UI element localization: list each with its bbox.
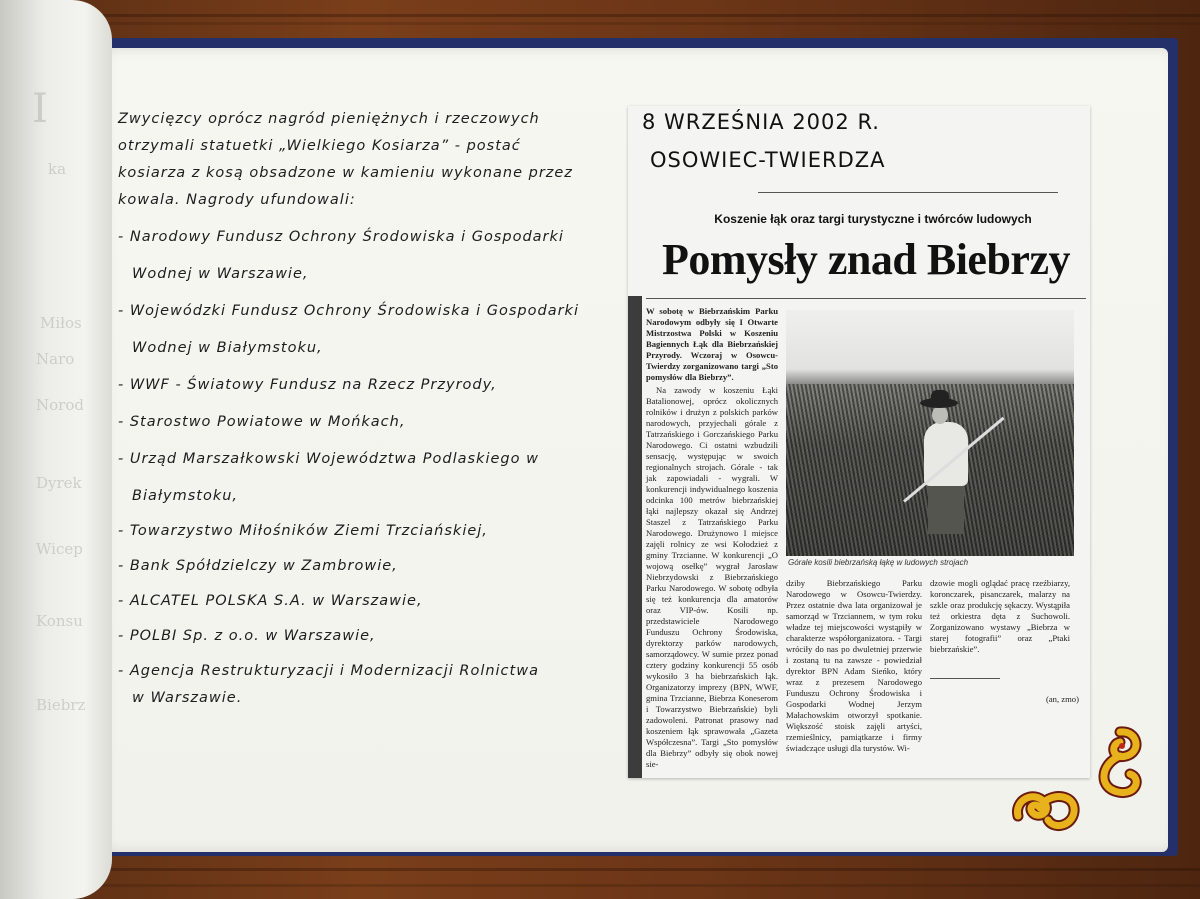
handwritten-place: OSOWIEC-TWIERDZA <box>650 148 886 172</box>
handwritten-line: w Warszawie. <box>132 690 243 706</box>
left-page-edge: I ka Miłos Naro Norod Dyrek Wicep Konsu Biebrz <box>0 0 112 899</box>
handwritten-line: - POLBI Sp. z o.o. w Warszawie, <box>118 628 376 644</box>
handwritten-line: - Bank Spółdzielczy w Zambrowie, <box>118 558 398 574</box>
newspaper-clipping <box>628 106 1090 778</box>
handwritten-line: - Urząd Marszałkowski Województwa Podlaskiego w <box>118 451 539 467</box>
article-body: dzowie mogli oglądać pracę rzeźbiarzy, koronczarek, pisanczarek, malarzy na szkle oraz produkcję sękaczy. Wystąpiła też orkiestra dęta z Suchowoli. Zorganizowano wystawy „Biebrza w starej fotografii” oraz „Ptaki biebrzańskie”. <box>930 578 1070 654</box>
article-photo <box>786 310 1074 556</box>
photo-caption: Górale kosili biebrzańską łąkę w ludowych strojach <box>788 558 969 567</box>
handwritten-line: - Wojewódzki Fundusz Ochrony Środowiska i Gospodarki <box>118 303 579 319</box>
rule <box>930 678 1000 679</box>
handwritten-line: - Towarzystwo Miłośników Ziemi Trzciańskiej, <box>118 523 488 539</box>
swirl-sticker-icon <box>1092 724 1148 800</box>
handwritten-line: Wodnej w Białymstoku, <box>132 340 323 356</box>
handwritten-line: - Agencja Restrukturyzacji i Modernizacji Rolnictwa <box>118 663 539 679</box>
handwritten-line: Wodnej w Warszawie, <box>132 266 309 282</box>
rule <box>646 298 1086 299</box>
article-signoff: (an, zmo) <box>1046 694 1079 704</box>
article-column-1 <box>646 306 778 772</box>
swirl-sticker-icon <box>1010 786 1084 834</box>
article-column-3 <box>930 578 1070 657</box>
handwritten-line: - ALCATEL POLSKA S.A. w Warszawie, <box>118 593 423 609</box>
handwritten-line: kowala. Nagrody ufundowali: <box>118 192 356 208</box>
article-lead: W sobotę w Biebrzańskim Parku Narodowym odbyły się I Otwarte Mistrzostwa Polski w Koszeniu Bagiennych Łąk dla Biebrzańskiej Przyrody. Wczoraj w Osowcu-Twierdzy zorganizowano targi „Sto pomysłów dla Biebrzy”. <box>646 306 778 382</box>
article-body: Na zawody w koszeniu Łąki Batalionowej, oprócz okolicznych rolników i drużyn z polskich parków narodowych, przyjechali górale z Tatrzańskiego i Gorczańskiego Parku Narodowego. Ci ostatni wzbudzili sensację, występując w swoich regionalnych strojach. Górale - tak jak zapowiadali - wygrali. W konkurencji indywidualnego koszenia odcinka 100 metrów biebrzańskiej łąki najlepszy okazał się Andrzej Staszel z Tatrzańskiego Parku Narodowego. Drużynowo I miejsce zajęli rolnicy ze wsi Kołodzież z gminy Trzcianne. W konkurencji „O wojową osełkę” wygrał Jarosław Niebrzydowski z Biebrzańskiego Parku Narodowego. W sobotę odbyła się też konkurencja dla amatorów oraz VIP-ów. Kosili np. przedstawiciele Narodowego Funduszu Ochrony Środowiska, dyrektorzy parków narodowych, samorządowcy. W sumie przez ponad cztery godziny konkurencji 55 osób wykosiło 3 ha biebrzańskich łąk. Organizatorzy imprezy (BPN, WWF, gmina Trzcianne, Biebrza Koneserom i Towarzystwo Biebrzańskie) byli zadowoleni. Patronat prasowy nad koszeniem łąk sprawowała „Gazeta Współczesna”. Targi „Sto pomysłów dla Biebrzy” odbyły się obok nowej sie- <box>646 385 778 769</box>
handwritten-line: kosiarza z kosą obsadzone w kamieniu wykonane przez <box>118 165 573 181</box>
clipping-shadow-strip <box>628 296 642 778</box>
handwritten-line: otrzymali statuetki „Wielkiego Kosiarza” - postać <box>118 138 521 154</box>
article-column-2 <box>786 578 922 756</box>
handwritten-line: Białymstoku, <box>132 488 239 504</box>
handwritten-line: - WWF - Światowy Fundusz na Rzecz Przyrody, <box>118 377 497 393</box>
article-kicker: Koszenie łąk oraz targi turystyczne i twórców ludowych <box>714 212 1032 226</box>
rule <box>758 192 1058 193</box>
article-headline: Pomysły znad Biebrzy <box>662 235 1070 284</box>
handwritten-date: 8 WRZEŚNIA 2002 R. <box>642 110 880 134</box>
article-body: dziby Biebrzańskiego Parku Narodowego w Osowcu-Twierdzy. Przez ostatnie dwa lata organizował je samorząd w Trzciannem, w tym roku władze tej miejscowości wystąpiły w charakterze współorganizatora. - Targi wróciły do nas po dwuletniej przerwie i zostaną tu na zawsze - powiedział dyrektor BPN Adam Sieńko, który wraz z prezesem Narodowego Funduszu Ochrony Środowiska i Gospodarki Wodnej Jerzym Małachowskim otworzył spotkanie. Większość stoisk zajęli artyści, rzemieślnicy, pamiątkarze i firmy świadczące usługi dla turystów. Wi- <box>786 578 922 753</box>
handwritten-line: - Starostwo Powiatowe w Mońkach, <box>118 414 406 430</box>
handwritten-line: - Narodowy Fundusz Ochrony Środowiska i Gospodarki <box>118 229 564 245</box>
handwritten-text <box>118 106 628 712</box>
handwritten-line: Zwycięzcy oprócz nagród pieniężnych i rzeczowych <box>118 111 540 127</box>
